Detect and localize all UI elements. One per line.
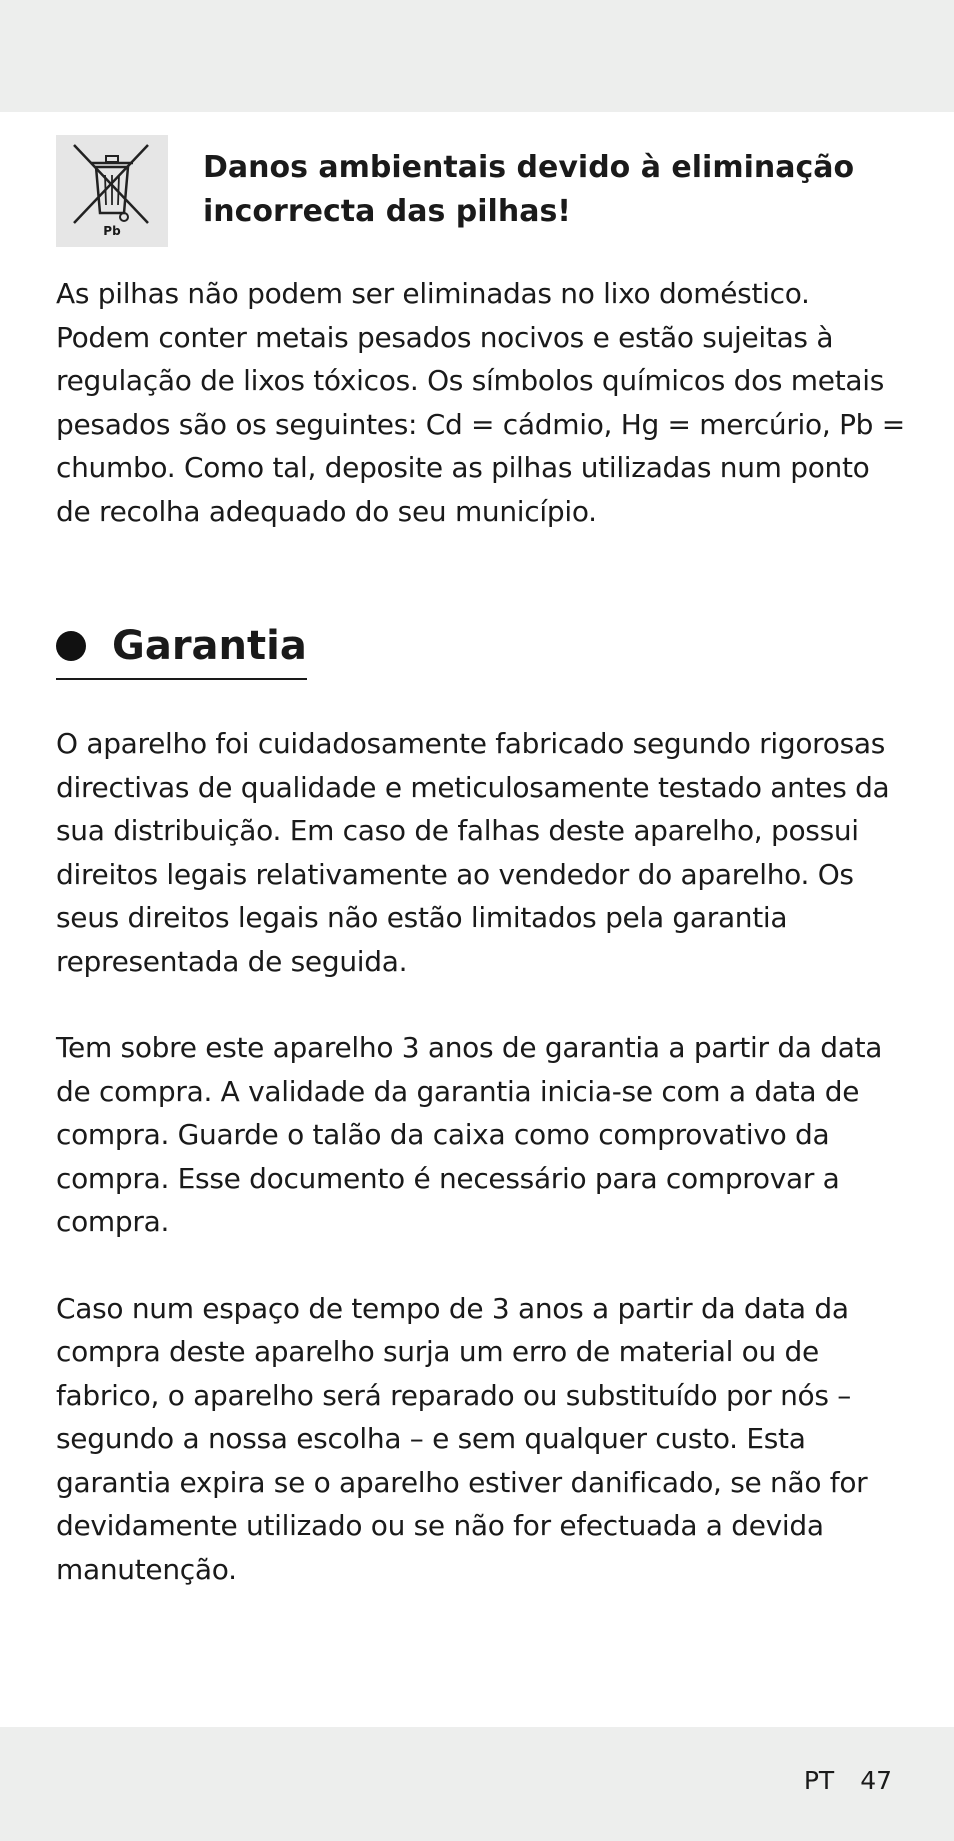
icon-label-pb: Pb [103,224,121,238]
header-band [0,0,954,112]
section-title: Garantia [112,623,307,669]
page-content [56,135,908,1591]
crossed-bin-icon [56,135,168,247]
warning-title [203,146,893,234]
warranty-paragraph: O aparelho foi cuidadosamente fabricado segundo rigorosas directivas de qualidade e meticulosamente testado antes da sua distribuição. Em caso de falhas deste aparelho, possui direitos legais relativamente ao vendedor do aparelho. Os seus direitos legais não estão limitados pela garantia representada de seguida. [56,727,890,978]
battery-disposal-paragraph: As pilhas não podem ser eliminadas no lixo doméstico. Podem conter metais pesados nocivos e estão sujeitas à regulação de lixos tóxicos. Os símbolos químicos dos metais pesados são os seguintes: Cd = cádmio, Hg = mercúrio, Pb = chumbo. Como tal, deposite as pilhas utilizadas num ponto de recolha adequado do seu município. [56,277,905,528]
warranty-paragraph: Tem sobre este aparelho 3 anos de garantia a partir da data de compra. A validade da garantia inicia-se com a data de compra. Guarde o talão da caixa como comprovativo da compra. Esse documento é necessário para comprovar a compra. [56,1031,883,1238]
bullet-icon [56,631,86,661]
warning-title-line1: Danos ambientais devido à eliminação [203,150,855,185]
section-heading-garantia [56,618,307,680]
footer-language: PT [803,1766,835,1795]
warning-title-line2: incorrecta das pilhas! [203,194,571,229]
page-number: 47 [860,1766,892,1795]
warning-block [56,135,908,248]
page-footer [804,1763,892,1799]
warranty-paragraph: Caso num espaço de tempo de 3 anos a partir da data da compra deste aparelho surja um erro de material ou de fabrico, o aparelho será reparado ou substituído por nós – segundo a nossa escolha – e sem qualquer custo. Esta garantia expira se o aparelho estiver danificado, se não for devidamente utilizado ou se não for efectuada a devida manutenção. [56,1291,868,1586]
